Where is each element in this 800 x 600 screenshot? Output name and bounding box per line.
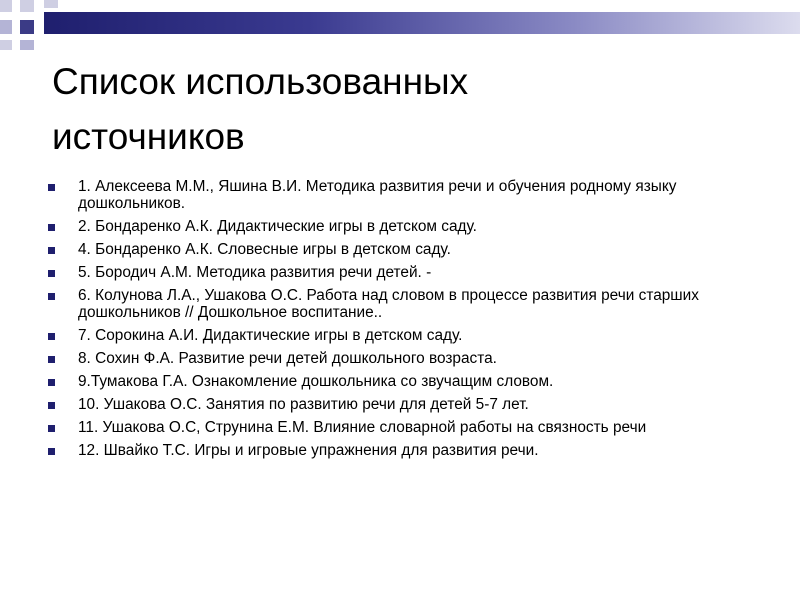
square-bullet-icon: [48, 333, 55, 340]
reference-item: [46, 287, 786, 321]
square-bullet-icon: [48, 224, 55, 231]
reference-text: 8. Сохин Ф.А. Развитие речи детей дошкольного возраста.: [78, 350, 497, 367]
reference-item: [46, 178, 786, 212]
decor-square: [0, 20, 12, 34]
header-gradient-bar: [44, 12, 800, 34]
reference-text: 7. Сорокина А.И. Дидактические игры в детском саду.: [78, 327, 463, 344]
decor-square: [20, 20, 34, 34]
reference-list: [46, 178, 786, 465]
reference-item: [46, 218, 786, 235]
decor-square: [44, 0, 58, 8]
reference-item: [46, 373, 786, 390]
square-bullet-icon: [48, 184, 55, 191]
reference-text: 2. Бондаренко А.К. Дидактические игры в детском саду.: [78, 218, 477, 235]
reference-item: [46, 264, 786, 281]
reference-item: [46, 327, 786, 344]
reference-text: 12. Швайко Т.С. Игры и игровые упражнения для развития речи.: [78, 442, 539, 459]
reference-item: [46, 442, 786, 459]
reference-item: [46, 241, 786, 258]
reference-text: 4. Бондаренко А.К. Словесные игры в детском саду.: [78, 241, 451, 258]
square-bullet-icon: [48, 356, 55, 363]
square-bullet-icon: [48, 270, 55, 277]
square-bullet-icon: [48, 247, 55, 254]
reference-text: 5. Бородич А.М. Методика развития речи детей. -: [78, 264, 432, 281]
decor-square: [0, 40, 12, 50]
reference-text: 6. Колунова Л.А., Ушакова О.С. Работа над словом в процессе развития речи старших дошкольников // Дошкольное воспитание..: [78, 287, 699, 321]
reference-text: 1. Алексеева М.М., Яшина В.И. Методика развития речи и обучения родному языку дошкольников.: [78, 178, 677, 212]
decor-square: [20, 0, 34, 12]
reference-text: 10. Ушакова О.С. Занятия по развитию речи для детей 5-7 лет.: [78, 396, 529, 413]
slide-title: [52, 54, 752, 164]
decor-square: [20, 40, 34, 50]
reference-item: [46, 350, 786, 367]
square-bullet-icon: [48, 448, 55, 455]
square-bullet-icon: [48, 425, 55, 432]
square-bullet-icon: [48, 379, 55, 386]
reference-item: [46, 419, 786, 436]
square-bullet-icon: [48, 402, 55, 409]
reference-text: 9.Тумакова Г.А. Ознакомление дошкольника со звучащим словом.: [78, 373, 554, 390]
decor-square: [0, 0, 12, 12]
square-bullet-icon: [48, 293, 55, 300]
reference-text: 11. Ушакова О.С, Струнина Е.М. Влияние словарной работы на связность речи: [78, 419, 647, 436]
title-line: источников: [52, 116, 245, 157]
title-line: Список использованных: [52, 61, 469, 102]
reference-item: [46, 396, 786, 413]
